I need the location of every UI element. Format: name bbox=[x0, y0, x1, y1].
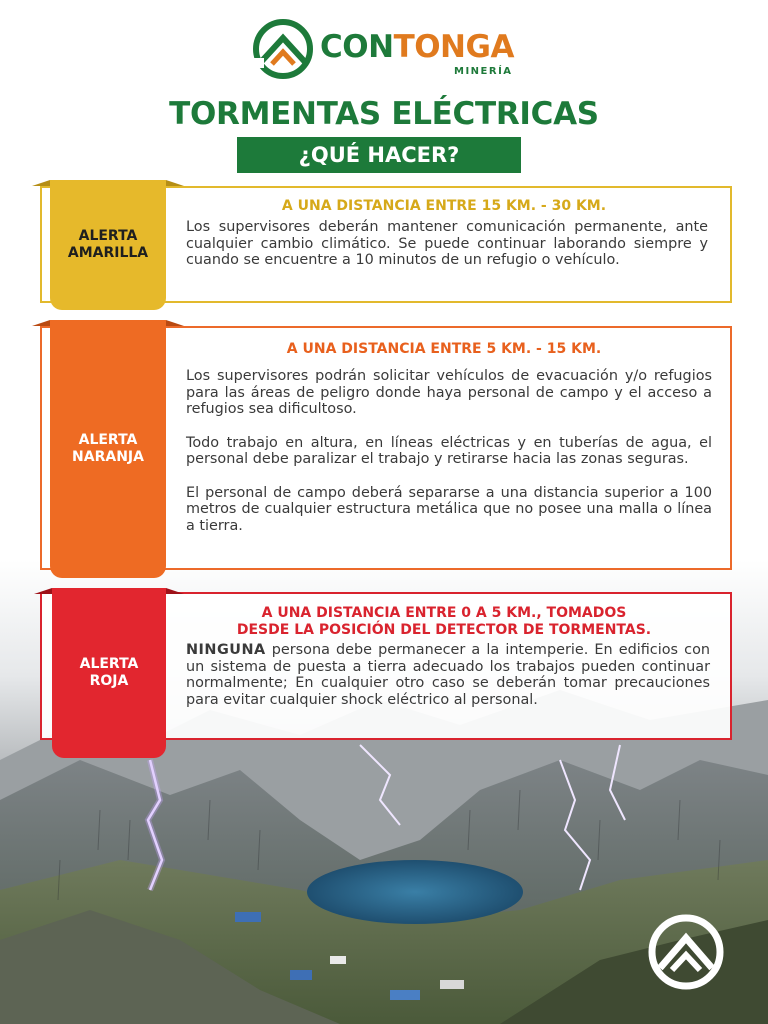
alert-paragraph: El personal de campo deberá separarse a una distancia superior a 100 metros de cualquier estructura metálica que no posee una malla o línea a tierra. bbox=[186, 484, 712, 534]
page-subtitle: ¿QUÉ HACER? bbox=[237, 137, 521, 173]
alert-label-line1: ALERTA bbox=[78, 228, 138, 244]
contonga-corner-logo-icon bbox=[646, 910, 726, 994]
tab-fold-right bbox=[166, 180, 184, 186]
brand-name bbox=[320, 30, 514, 64]
brand-name-part1: CON bbox=[320, 29, 394, 65]
brand-name-part2: TONGA bbox=[393, 29, 514, 65]
alert-paragraph-rest: persona debe permanecer a la intemperie. En edificios con un sistema de puesta a tierra adecuado los trabajos pueden continuar normalmente; En cualquier otro caso se deberán tomar precauciones para evitar cualquier shock eléctrico al personal. bbox=[186, 642, 710, 708]
alert-paragraph: Los supervisores podrán solicitar vehículos de evacuación y/o refugios para las áreas de peligro donde haya personal de campo y el acceso a refugios sea dificultoso. bbox=[186, 368, 712, 417]
alert-label-yellow bbox=[50, 180, 166, 310]
brand-subtitle: MINERÍA bbox=[454, 66, 513, 77]
alert-text-yellow bbox=[186, 219, 708, 269]
tab-fold-left bbox=[34, 588, 52, 594]
page-title: TORMENTAS ELÉCTRICAS bbox=[169, 96, 599, 132]
alert-paragraph bbox=[186, 642, 710, 708]
alert-heading-orange: A UNA DISTANCIA ENTRE 5 KM. - 15 KM. bbox=[286, 341, 602, 357]
alert-label-line2: ROJA bbox=[89, 673, 129, 689]
alert-strong-word: NINGUNA bbox=[186, 642, 266, 658]
alert-paragraph: Los supervisores deberán mantener comunicación permanente, ante cualquier cambio climático. Se puede continuar laborando siempre y cuando se encuentre a 10 minutos de un refugio o vehículo. bbox=[186, 219, 708, 268]
alert-label-line1: ALERTA bbox=[79, 656, 139, 672]
alert-heading-line2: DESDE LA POSICIÓN DEL DETECTOR DE TORMENTAS. bbox=[236, 622, 652, 638]
alert-label-orange bbox=[50, 320, 166, 578]
contonga-mountain-icon bbox=[252, 18, 318, 80]
contonga-logo bbox=[252, 18, 522, 84]
tab-fold-left bbox=[32, 320, 50, 326]
tab-fold-right bbox=[166, 320, 184, 326]
alert-text-orange bbox=[186, 368, 712, 534]
alert-heading-line1: A UNA DISTANCIA ENTRE 0 A 5 KM., TOMADOS bbox=[261, 605, 627, 621]
tab-fold-left bbox=[32, 180, 50, 186]
alert-label-line1: ALERTA bbox=[78, 432, 138, 448]
alert-text-red bbox=[186, 642, 710, 708]
alert-heading-red bbox=[186, 605, 702, 639]
alert-label-line2: NARANJA bbox=[72, 449, 144, 465]
tab-fold-right bbox=[166, 588, 184, 594]
alert-paragraph: Todo trabajo en altura, en líneas eléctricas y en tuberías de agua, el personal debe paralizar el trabajo y retirarse hacia las zonas seguras. bbox=[186, 434, 712, 467]
alert-label-red bbox=[52, 588, 166, 758]
alert-label-line2: AMARILLA bbox=[67, 245, 149, 261]
alert-heading-yellow: A UNA DISTANCIA ENTRE 15 KM. - 30 KM. bbox=[281, 198, 607, 214]
